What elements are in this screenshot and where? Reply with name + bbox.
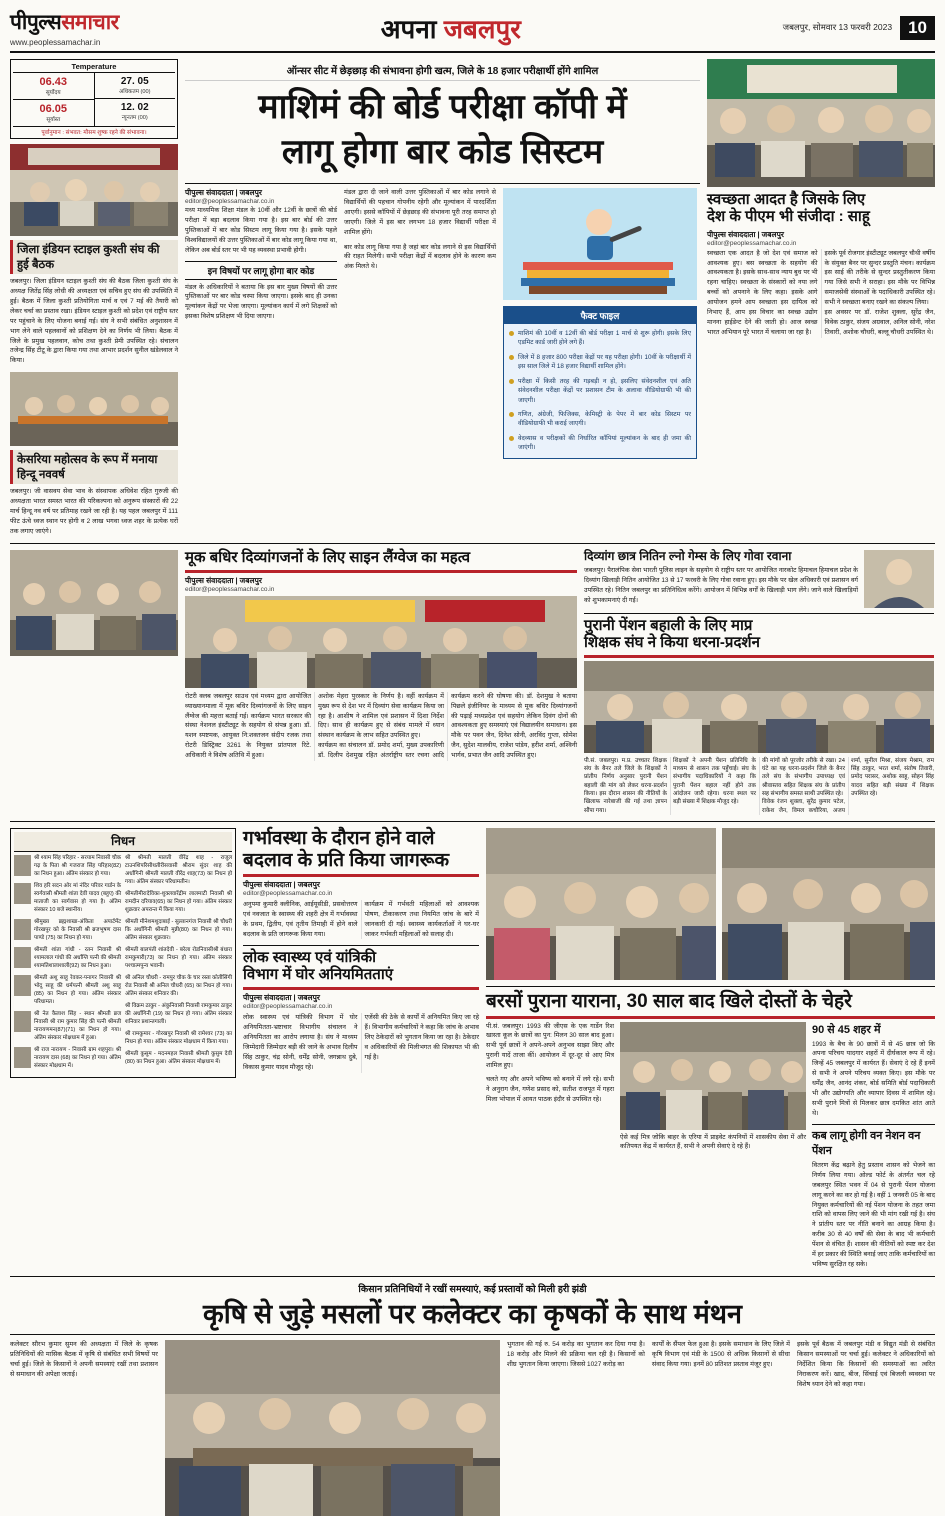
krishi-photo (165, 1340, 500, 1516)
sunrise-value (13, 73, 94, 99)
fact-item (509, 377, 691, 405)
publication-logo (10, 8, 119, 36)
obituary-item (14, 975, 121, 1007)
pregnancy-headline-line2: बदलाव के प्रति किया जागरूक (243, 849, 450, 871)
obituary-item (14, 883, 121, 915)
kesariya-photo-image (10, 372, 178, 446)
signlang-byline-text: पीपुल्स संवाददाता | जबलपुर (185, 575, 262, 585)
nitin-photo (864, 550, 934, 608)
temp-max-label: अधिकतम (00) (119, 89, 151, 95)
pregnancy-photo-2 (722, 828, 935, 980)
swachhta-headline-line2: देश के पीएम भी संजीदा : साहू (707, 207, 870, 225)
obituary-item (14, 919, 121, 943)
obituary-text: श्री राज नारायण - निवासी ग्राम शहपुरा। श्री नारायण दास (68) का निधन हो गया। अंतिम संस्कार मोक्षधाम में। (34, 1046, 122, 1069)
lead-headline-line1: माशिमं की बोर्ड परीक्षा कॉपी में (258, 88, 627, 126)
van-pension-headline-1: 90 से 45 शहर में (812, 1023, 881, 1036)
swachhta-byline-text: पीपुल्स संवाददाता | जबलपुर (707, 229, 784, 239)
obituary-column-1 (14, 855, 121, 1074)
obituary-text: श्रीमती बालपंती शांतदेवी - बरेला रोडनिवासीश्री बंधारा रामकुमारी(73) का निधन हो गया। अंतिम संस्कार पश्चात्मपुन्य भवानी। (125, 946, 233, 969)
signlang-photo (185, 596, 577, 688)
obituary-text: श्री विक्रम ठाकुर - अंकुनिवासी निवासी रामकुमार ठाकुर की अर्धांगिनी (19) का निधन हो गया। अंतिम संस्कार शनिवार प्रशान्तगाली। (125, 1002, 233, 1025)
obituary-text: श्री रामकुमार - गोरखपुर निवासी श्री रामेश्वर (73) का निधन हो गया। अंतिम संस्कार मोक्षधाम में किया गया। (125, 1030, 233, 1045)
obituary-portrait (14, 947, 31, 968)
yaarana-photo (620, 1022, 806, 1130)
lead-kicker: ऑन्सर सीट में छेड़छाड़ की संभावना होगी खत्म, जिले के 18 हजार परीक्षार्थी होंगे शामिल (185, 59, 700, 81)
edition-title-2: जबलपुर (443, 13, 521, 44)
pension-headline-line1: पुरानी पेंशन बहाली के लिए माप्र (584, 616, 753, 634)
lead-byline (185, 188, 337, 205)
lead-col-3: मंडल के अधिकारियों ने बताया कि इस बार मुख्य विषयों की उत्तर पुस्तिकाओं पर बार कोड चस्पा किया जाएगा। इसके बाद ही उनका मूल्यांकन केंद्रों पर भेजा जाएगा। मूल्यांकन कार्य में लगे शिक्षकों को इसका विशेष प्रशिक्षण भी दिया जाएगा। (185, 283, 337, 321)
krishi-col-2: भुगतान की गई रु. 54 करोड़ का भुगतान कर दिया गया है। 18 करोड़ और मिलने की प्रक्रिया चल रही है। किसानों को शीघ्र भुगतान किया जाएगा। जिससे 1027 करोड़ का (506, 1341, 645, 1369)
obituary-item (14, 947, 121, 971)
kushti-photo (10, 144, 178, 236)
masthead-left (10, 8, 119, 47)
fact-item-text: वेदव्यास व परीक्षकों की निर्धारित कॉपियां मूल्यांकन के बाद ही जमा की जाएंगी। (518, 434, 691, 452)
band-three (10, 828, 935, 1270)
lead-subhead: इन विषयों पर लागू होगा बार कोड (185, 261, 337, 280)
fact-item (509, 434, 691, 453)
lead-story (185, 59, 700, 537)
temp-max (95, 73, 176, 98)
pregnancy-col-1: अनुपमा कुमारी क्लीनिक, आईयूसीडी, प्रसवोत्तरण एवं नवजात के स्वास्थ्य की शहरी क्षेत्र में गर्भावस्था के प्रथम, द्वितीय, एवं तृतीय तिमाही में होने वाले बदलाव के प्रति जागरूक किया गया। (243, 900, 358, 938)
pregnancy-story (243, 828, 479, 1270)
swachhta-col-3: इस अवसर पर डॉ. राजेश शुक्ला, सुरेंद्र जैन, विवेक ठाकुर, संजय अग्रवाल, अनिल सोनी, नरेश तिवारी, अशोक चौधरी, बल्लू चौधरी उपस्थित थे। (824, 309, 935, 336)
kesariya-headline: केसरिया महोत्सव के रूप में मनाया हिन्दू नववर्ष (10, 450, 178, 484)
swachhta-byline-email[interactable]: editor@peoplessamachar.co.in (707, 239, 797, 247)
krishi-photo-image (165, 1340, 500, 1516)
signlang-byline-email[interactable]: editor@peoplessamachar.co.in (185, 585, 275, 593)
signlang-col-2: अशोक मेहरा पुरस्कार के निर्णय है। वहीं कार्यक्रम में मुख्य रूप से देश भर में दिव्यांग सेवा कार्यक्रम किया जा रहा है। आशीष ने शामिल एवं प्रशासन में दिशा निर्देश दिए। साथ ही कार्यक्रम हुए से संबंध मामले में ध्यान संस्थान कार्यक्रम के लाभ सहित उपस्थित हुए। (318, 692, 444, 740)
website-url[interactable]: www.peoplessamachar.in (10, 38, 101, 47)
yaarana-photo-image (620, 1022, 806, 1130)
obituary-column-2 (125, 855, 232, 1074)
weather-title: Temperature (13, 62, 175, 73)
krishi-col-4: इसके पूर्व बैठक में जबलपुर मंडी व विद्युत मंडी से संबंधित किसान समस्याओं पर चर्चा हुई। कलेक्टर ने अधिकारियों को निर्देशित किया कि किसानों की समस्याओं का त्वरित निराकरण करें। खाद, बीज, सिंचाई एवं बिजली व्यवस्था पर विशेष ध्यान देने को कहा गया। (796, 1341, 935, 1388)
swachhta-photo-image (707, 59, 935, 187)
fact-item-text: परीक्षा में किसी तरह की गड़बड़ी न हो, इसलिए संवेदनशील एवं अति संवेदनशील परीक्षा केंद्रों पर प्रशासन टीम के अलावा वीडियोग्राफी भी की जाएगी। (518, 377, 691, 404)
pwd-headline-line2: विभाग में घोर अनियमितताएं (243, 966, 394, 984)
pwd-byline-email[interactable]: editor@peoplessamachar.co.in (243, 1003, 333, 1011)
obituary-portrait (14, 919, 31, 940)
sunrise-label: सूर्योदय (45, 90, 61, 96)
yaarana-headline: बरसों पुराना याराना, 30 साल बाद खिले दोस्तों के चेहरे (486, 991, 852, 1013)
obituary-text: श्रीमुख्य ब्रह्मशाखा-अंकिता अपार्टमेंट गोरखपुर को के निवासी श्री ब्रजभूषण दास पाण्डे (75) का निधन हो गया। (34, 919, 122, 941)
bullet-icon (509, 412, 514, 417)
sunset-value (13, 99, 94, 126)
fact-item-text: गणित, अंग्रेजी, फिजिक्स, केमिस्ट्री के पेपर में बार कोड सिस्टम पर वीडियोग्राफी भी कराई जाएगी। (518, 411, 691, 428)
swachhta-col-2: इसके पूर्व रोजगार इंस्टीट्यूट जबलपुर चौथी वर्षीय के संयुक्त बैनर पर सुन्दर प्रस्तुति मंचन। कार्यक्रम इस साई की तरीके से सुन्दर प्रस्तुतीकरण किया गया जिसे सभी ने सराहा। इस मौके पर विभिन्न समाजसेवी संस्थाओं के पदाधिकारी उपस्थित रहे। सभी ने स्वच्छता बनाए रखने का संकल्प लिया। (824, 249, 935, 307)
lead-headline-line2: लागू होगा बार कोड सिस्टम (281, 133, 604, 172)
temp-min-value: 12. 02 (120, 102, 149, 113)
divider-bar (243, 987, 479, 990)
krishi-col-1: कलेक्टर सौरभ कुमार सुमन की अध्यक्षता में जिले के कृषक प्रतिनिधियों की मासिक बैठक में कृषि से संबंधित सभी विषयों पर चर्चा हुई। जिले के किसानों ने अपनी समस्याएं रखीं तथा प्रशासन से समाधान की अपेक्षा जताई। (10, 1341, 158, 1379)
obituary-portrait (14, 855, 31, 876)
pension-photo-image (584, 661, 934, 753)
bullet-icon (509, 379, 514, 384)
divider-bar (243, 874, 479, 877)
edition-title-1: अपना (380, 13, 437, 44)
logo-sub: समाचार (61, 11, 119, 34)
lead-col-4: बार कोड लागू किया गया है जहां बार कोड लगाने से इस विद्यार्थियों की राहत मिलेगी। सभी परीक्षा केंद्रों में बदलाव होने के कारण कम अंक मिलते थे। (344, 243, 496, 271)
van-pension-col-2: वितरण केंद्र बढ़ाने हेतु प्रस्ताव शासन को भेजने का निर्णय लिया गया। ओल्ड फोर्ट के अंतर्गत चल रहे जबलपुर स्थित भवन में 04 से पुरानी पेंशन योजना लागू करने का कर हो गई है। वहीं 1 जनवरी 05 के बाद नियुक्त कर्मचारियों की नई पेंशन योजना के तहत जमा राशि को वापस लिए जाने की भी मांग रखी गई है। संघ ने प्रांतीय स्तर पर नीति बनाने का आग्रह किया है। करीब 30 से 40 वर्षों की सेवा के बाद भी कर्मचारी पेंशन से वंचित हैं। शासन की नीतियों को स्पष्ट कर देश में हर प्रकार की स्थिति बनाई जाए ताकि कर्मचारियों का भविष्य सुरक्षित रह सके। (812, 1161, 935, 1269)
temp-max-value: 27. 05 (120, 76, 149, 87)
obituary-text: श्री नेत कैलाश सिंह - स्थान श्रीमती ब्रज निवासी श्री राम कुमार सिंह की पत्नी श्रीमती नारायणमन(87)(71) का निधन हो गया। अंतिम संस्कार मोक्षधाम में हुआ। (34, 1010, 122, 1041)
pension-col-4: विवेक रंजन शुक्ला, सुरेंद्र कुमार पटेल, राकेश जैन, विमल कचौरिया, अजय शर्मा, सुनील मिश्रा, संजय मेश्राम, राम सिंह ठाकुर, भरत शर्मा, संतोष तिवारी, प्रमोद परासर, अशोक साहू, सोहन सिंह यादव सहित बड़ी संख्या में शिक्षक उपस्थित रहे। (762, 757, 934, 814)
signlang-headline: मूक बधिर दिव्यांगजनों के लिए साइन लैंग्वेज का महत्व (185, 548, 471, 566)
signlang-col-1: रोटरी क्लब जबलपुर साउथ एवं मध्यम द्वारा आयोजित व्याख्यानमाला में मूक बधिर दिव्यांगजनों के लिए साइन लैंग्वेज की महत्ता बताई गई। कार्यक्रम भारत सरकार की संस्था नेशनल इंस्टीट्यूट के सहयोग से संपन्न हुआ। डॉ. यशन स्पष्टमक, आयुक्त नि:शक्तजन संदीप रजक तथा रोटरी डिस्ट्रिक्ट 3261 के नियुक्त प्रांतपाल रिटे. अधिकारी ने विशेष अतिथि में हुआ। (185, 692, 311, 760)
bullet-icon (509, 355, 514, 360)
signlang-story (185, 550, 577, 815)
obituary-portrait (14, 1047, 31, 1068)
obituary-text: श्रीमती शांता गांधी - रतन निवासी श्री श्यामलाल गांधी की अर्धांग्ति पत्नी की श्रीमती श्यामतिशालाशाली(92) का निधन हुआ। (34, 946, 122, 969)
swachhta-photo (707, 59, 935, 187)
signlang-col-3: कार्यक्रम का संचालन डॉ. प्रमोद शर्मा, मुख्य उपकारिणी डॉ. दिलीप देशमुख रहित अंतर्राष्ट्रीय स्तर रचना आदि कार्यक्रम करने की घोषणा की। डॉ. देशमुख ने बताया पिछले इंजीनियर के माध्यम से मूक बधिर दिव्यांगजनों की पढ़ाई मध्यप्रदेश एवं सहयोग लेकिन दिवंग दोनों की आवश्यकता हुए समस्याएं एवं विद्यालयीन समाधान। इस मौके पर पवन जैन, दिनेश सोनी, अरविंद गुप्ता, सोमेश जैन, सुदेश मालवीय, राजेश पांडेय, हरीश शर्मा, अश्विनी भार्गव, प्रभात जैन आदि उपस्थित हुए। (318, 692, 577, 760)
lead-byline-email[interactable]: editor@peoplessamachar.co.in (185, 197, 275, 205)
signlang-photo-left-image (10, 550, 178, 656)
pregnancy-byline (243, 880, 479, 897)
sunrise-time: 06.43 (39, 76, 68, 88)
signlang-byline (185, 576, 577, 593)
kesariya-body: जबलपुर। जी वासवय सेवा भाव के संस्थापक अधिवेश रहित गुरुजी की अध्यक्षता भारत समस्त भारत की परिकल्पना को अनुरूप संस्कारों की 22 मार्च हिन्दू नव वर्ष पर प्रतिमाह रखने जा रही है। यह पहल जबलपुर में 111 फीट ऊंचे ध्वज स्थान पर होगी व 2 लाख भगवा ध्वज शहर के प्रत्येक घरों तक लगाए जाएंगे। (10, 488, 178, 535)
obituary-text: श्रीमती अशु साहू रेवकर-पनागर निवासी श्री भोदू साहू की धर्मपत्नी श्रीमती अशु साहू (85) का निधन हो गया। अंतिम संस्कार परिधामत। (34, 974, 122, 1005)
pregnancy-col-2: कार्यक्रम में गर्भवती महिलाओं को आवश्यक पोषण, टीकाकरण तथा नियमित जांच के बारे में जानकारी दी गई। स्वास्थ्य कार्यकर्ताओं ने घर-घर जाकर गर्भवती महिलाओं को सलाह दी। (364, 900, 479, 938)
pension-col-2: शिक्षकों ने अपनी पेंशन प्रतिनिधि के माध्यम से शासन तक पहुँचाई। संघ के संभागीय पदाधिकारियों ने कहा कि पुरानी पेंशन बहाल नहीं होने तक आंदोलन जारी रहेगा। धरना स्थल पर बड़ी संख्या में शिक्षक मौजूद रहे। (673, 757, 756, 806)
signlang-photo-image (185, 596, 577, 688)
lead-col-2: मंडल द्वारा दी जाने वाली उत्तर पुस्तिकाओं में बार कोड लगाने से विद्यार्थियों की पहचान गोपनीय रहेगी और मूल्यांकन में पारदर्शिता आएगी। इससे कॉपियों में छेड़छाड़ की संभावना पूरी तरह समाप्त हो जाएगी। जिले में इस बार लगभग 18 हजार विद्यार्थी परीक्षा में शामिल होंगे। (344, 188, 496, 236)
lead-byline-text: पीपुल्स संवाददाता | जबलपुर (185, 187, 262, 197)
pregnancy-byline-email[interactable]: editor@peoplessamachar.co.in (243, 889, 333, 897)
fact-item (509, 329, 691, 348)
divider-bar (185, 570, 577, 573)
weather-forecast-note: पूर्वानुमान : संभवत: मौसम शुष्क रहने की संभावना। (13, 126, 175, 136)
nitin-photo-image (864, 550, 934, 608)
fact-item-text: जिले में 8 हजार 800 परीक्षा केंद्रों पर यह परीक्षा होगी। 10वीं के परीक्षार्थी में इस साल जिले में 18 हजार विद्यार्थी शामिल होंगे। (518, 353, 691, 371)
pension-col-3: की मांगों को पूरजोर तरीके से रखा। 24 घंटे का यह धरना-प्रदर्शन जिले के बैनर तले संघ के संभागीय उपाध्यक्ष एवं श्रीवास्तव सहित शिक्षक संघ के प्रांतीय सह संभागीय समस्त साथी उपस्थित रहे। (762, 757, 845, 798)
kushti-photo-image (10, 144, 178, 236)
swachhta-col-1: स्वच्छता एक आदत है जो देश एवं समाज को आवश्यक हुए। बस स्वच्छता के सहयोग की आवश्यकता है। इसके साथ-साथ न्याय बुध पर भी रहना चाहिए। स्वच्छता के संस्कारों को नया लगे बच्चों को अपनाने के लिए कहा। इसके आगे आयोजन हमने आप स्वच्छता इस दायित्व को निभाए हैं, आप इस विचार का स्वच्छ उद्योग मानना हाईडेन्ट देने की जाती हो। आज स्वच्छ भारत अभियान पूरे भारत में चलाया जा रहा है। (707, 249, 818, 336)
temp-min-label: न्यूनतम (00) (121, 115, 148, 121)
fact-file-box (503, 306, 697, 459)
pregnancy-photo (486, 828, 716, 980)
yaarana-col-3: ऐसे कई मित्र जोकि बाहर के एरिया में प्राइवेट कंपनियों में शासकीय सेवा में और कतिपयत केंद्र में कार्यरत हैं, सभी ने अपनी सेवाएं दे रहे हैं। (620, 1133, 806, 1151)
obituary-item (14, 1047, 121, 1071)
krishi-col-3: कार्यों के सैंपल फेल हुआ है। इसके समाधान के लिए जिले में कृषि विभाग एवं मंडी के 1500 से अधिक किसानों से सीधा संवाद किया गया। इनमें 80 प्रतिशत प्रस्ताव मंजूर हुए। (651, 1341, 790, 1369)
obituary-item (14, 1011, 121, 1043)
nitin-and-pension (584, 550, 934, 815)
top-zone (10, 59, 935, 537)
obituary-text: श्री श्रीमती मालती वीरेंद्र शाह - राजुल टाउनशिपरिसीथतीरीसवासी श्रीराम सुंदर शाह की अर्धांगिनी श्रीमती मालती वीरेंद्र शाह(73) का निधन हो गया। अंतिम संस्कार परिधामतीन। (125, 855, 233, 886)
pwd-headline-line1: लोक स्वास्थ्य एवं यांत्रिकी (243, 949, 377, 967)
obituary-section (10, 828, 236, 1270)
obituary-text: श्री अनिल चौधरी - रामपुर चौक के चार रस्ता कोतीसिंगी रोड निवासी श्री अनिल चौधरी (65) का निधन हो गया। अंतिम संस्कार शनिवार की। (125, 974, 233, 997)
right-band-three (486, 828, 935, 1270)
fact-item-text: माशिमं की 10वीं व 12वीं की बोर्ड परीक्षा 1 मार्च से शुरू होगी। इसके लिए एडमिट कार्ड जारी होने लगे हैं। (518, 329, 691, 347)
fact-item (509, 410, 691, 429)
divider-bar (486, 1016, 935, 1019)
obituary-item (14, 855, 121, 879)
yaarana-col-2: चलते गए और अपने भविष्य को बनाने में लगे रहे। सभी ने अनुराग जैन, गणेश प्रसाद को, सतीश राजपूत में गहरा मिला भोपाल में आयत पाठक इंदौर से उपस्थित रहे। (486, 1076, 614, 1103)
masthead (10, 8, 935, 53)
page-number: 10 (900, 16, 935, 40)
kesariya-photo (10, 372, 178, 446)
left-column (10, 59, 178, 537)
obituary-text: शिव हरि सदन ओर मां नंदिर परिवर गार्डन के स्वर्गवासी श्रीमती शांता देवी यादव (बहुए) की माताजी का स्वर्गवास हो गया है। अंतिम संस्कार 10 बजे स्थानीय। (34, 883, 122, 914)
dateline: जबलपुर, सोमवार 13 फरवरी 2023 (782, 22, 893, 32)
krishi-story (10, 1282, 935, 1516)
obituary-text: श्रीमती कुसुम - मदनमहल निवासी श्रीमती कुसुम देवी (80) का निधन हुआ। अंतिम संस्कार मोक्षधाम में। (125, 1050, 233, 1065)
obituary-title: निधन (14, 832, 232, 852)
weather-box (10, 59, 178, 139)
obituary-text: श्रीमती मीनेशमशुदाबाई - सुल्तानगंज निवासी श्री चौधरी कि अर्धांगिनी श्रीमती मुन्नी(80) का निधन हो गया। अंतिम संस्कार शुक्रवार। (125, 919, 233, 941)
edition-title (119, 10, 783, 46)
kushti-body: जबलपुर। जिला इंडियन स्टाइल कुश्ती संघ की बैठक जिला कुश्ती संघ के अध्यक्ष जितेंद्र सिंह लोधी की अध्यक्षता एवं सचिव हुए संघ की उपस्थिति में हुई। बैठक में जिला कुश्ती प्रतियोगिता मार्च व एवं 7 मई की तैयारी को लेकर चर्चा का प्रस्ताव रखा। इंडियन स्टाइल कुश्ती को प्रदेश एवं राष्ट्रीय स्तर पर पहुंचाने के लिए योजना बनाई गई। संघ ने सभी संबंधित अनुशासन में भाग लेने वाले पहलवानों को प्रशिक्षण देने का निर्णय भी लिया। बैठक में जिले के प्रमुख पहलवान, कोच तथा कुश्ती प्रेमी उपस्थित रहे। संचालन तजेन्द्र सिंह टीटू के द्वारा किया गया तथा आभार प्रदर्शन सुनील खंडेलवाल ने किया। (10, 278, 178, 365)
right-column (707, 59, 935, 537)
van-pension-col-1: 1993 के बैच के 90 छात्रों में से 45 छात्र जो कि अपना परिचय यादगार शहरों में दीर्घकाल रूप में रहे। जिन्हें 45 जबलपुर में कार्यरत हैं। सेवाएं दे रहे हैं इनमें से सभी ने अपने परिचय व्यक्त किए। इस मौके पर धर्मेंद्र जैन, आनंद शंकर, बोर्ड समिति बोर्ड पदाधिकारी भी और उद्योगपति और व्यापार दिवस में शामिल रहे। सभी पुराने मित्रों से मिलकर छात्र दमकित शांत आते थे। (812, 1040, 935, 1117)
van-pension-headline-2: कब लागू होगी वन नेशन वन पेंशन (812, 1124, 935, 1158)
lead-col-1: मध्य माध्यमिक शिक्षा मंडल के 10वीं और 12वीं के छात्रों की बोर्ड परीक्षा में बड़ा बदलाव किया गया है। इस बार बोर्ड की उत्तर पुस्तिकाओं में बार कोड सिस्टम लागू किया गया है। इसके पहले विश्वविद्यालयों की उत्तर पुस्तिकाओं में बार कोड लागू किया गया था, लेकिन अब बोर्ड स्तर पर भी यह व्यवस्था प्रभावी होगी। (185, 206, 337, 254)
fact-file-title: फैक्ट फाइल (504, 307, 696, 324)
bullet-icon (509, 331, 514, 336)
pwd-byline-text: पीपुल्स संवाददाता | जबलपुर (243, 993, 320, 1003)
sunset-time: 06.05 (39, 103, 68, 115)
pwd-col-2: एजेंसी की ठेके से कार्यों में अनियमित किए जा रहे हैं। विभागीय कर्मचारियों ने कहा कि जांच के अभाव लिए ठेकेदारों को भुगतान किया जा रहा है। ठेकेदार व अधिकारियों की मिलीभगत की शिकायत भी की गई है। (364, 1014, 479, 1061)
fact-item (509, 353, 691, 372)
krishi-headline: कृषि से जुड़े मसलों पर कलेक्टर का कृषकों के साथ मंथन (203, 1299, 742, 1330)
obituary-text: श्रीमतीमीरादेविका-शुक्लवारेंद्रीम लालमाटी निवासी श्री रामदीन दरियाव(65) का निधन हो गया। अंतिम संस्कार शुक्रवार अपरान्त में किया गया। (125, 891, 233, 914)
masthead-right (783, 16, 935, 40)
band-two-left-spacer (10, 550, 178, 815)
swachhta-headline-line1: स्वच्छता आदत है जिसके लिए (707, 191, 866, 208)
sunset-label: सूर्यास्त (46, 117, 61, 123)
pension-col-1: पी.सं. जबलपुर। म.प्र. उच्चतर शिक्षक संघ के बैनर तले जिले के शिक्षकों ने प्रांतीय निर्णय अनुसार पुरानी पेंशन बहाली की मांग को लेकर धरना-प्रदर्शन किया। इस दौरान शासन की नीतियों के खिलाफ नारेबाजी की गई तथा ज्ञापन सौंपा गया। (584, 757, 667, 814)
logo-main: पीपुल्स (10, 11, 62, 34)
pension-photo (584, 661, 934, 753)
pwd-byline (243, 993, 479, 1010)
yaarana-col-1: पी.सं. जबलपुर। 1993 की जीएस के एक गार्डेन रिश खास्ता कूल के छात्रों का पुन: मिलन 30 साल बाद हुआ। सभी पूर्व छात्रों ने अपने-अपने अनुभव साझा किए और पुरानी यादें ताजा कीं। आयोजन में दूर-दूर से आए मित्र शामिल हुए। (486, 1022, 614, 1070)
pregnancy-photo-2-image (722, 828, 935, 980)
divider-bar (584, 655, 934, 658)
pwd-col-1: लोक स्वास्थ्य एवं यांत्रिकी विभाग में घोर अनियमितता-भ्रष्टाचार विभागीय संचालन ने अनियमितता का आरोप लगाया है। संघ ने माध्यम जिम्मेदारी जिम्मेदार बड़ी की जाने के अभाव दिलीप सिंह ठाकुर, चंद्र सोनी, धर्मेंद्र सोनी, जगन्नाथ दुबे, विकास कुमार यादव मौजूद रहे। (243, 1014, 358, 1071)
lead-illustration (503, 188, 697, 300)
nitin-body: जबलपुर। पैरालंपिक सेवा भारती पुलिस लाइन के सहयोग से राष्ट्रीय स्तर पर आयोजित नारकोट हिमाचल हिमाचल प्रदेश के दिव्यांग खिलाड़ी नितिन आयोजित 13 से 17 फरवरी के लिए गोवा रवाना हुए। इस मौके पर खेल अधिकारी एवं प्रशासन वर्ग उपस्थित रहे। नितिन जबलपुर का प्रतिनिधित्व करेंगे। आयोजन में विभिन्न वर्गों के खिलाड़ी भाग लेंगे। जाने वाले खिलाड़ियों को शुभकामनाएं दी गईं। (584, 567, 858, 605)
signlang-photo-left (10, 550, 178, 656)
lead-illustration-image (503, 188, 697, 300)
obituary-portrait (14, 975, 31, 996)
obituary-portrait (14, 883, 31, 904)
bullet-icon (509, 436, 514, 441)
pregnancy-headline-line1: गर्भावस्था के दौरान होने वाले (243, 828, 435, 850)
obituary-portrait (14, 1011, 31, 1032)
temp-min (95, 98, 176, 124)
kushti-headline: जिला इंडियन स्टाइल कुश्ती संघ की हुई बैठक (10, 240, 178, 274)
obituary-text: श्री श्याम सिंह परिहार - सरयाम निवासी चौक गढ़ के पिता श्री गजराज सिंह परिहार(82) का निधन हुआ। अंतिम संस्कार हो गया। (34, 855, 122, 878)
nitin-headline: दिव्यांग छात्र नितिन ल्नो गेम्स के लिए गोवा रवाना (584, 548, 792, 563)
pregnancy-byline-text: पीपुल्स संवाददाता | जबलपुर (243, 879, 320, 889)
swachhta-byline (707, 230, 935, 247)
krishi-kicker: किसान प्रतिनिधियों ने रखीं समस्याएं, कई प्रस्तावों को मिली हरी झंडी (358, 1284, 587, 1296)
band-two (10, 550, 935, 815)
pregnancy-photo-image (486, 828, 716, 980)
pension-headline-line2: शिक्षक संघ ने किया धरना-प्रदर्शन (584, 633, 760, 651)
